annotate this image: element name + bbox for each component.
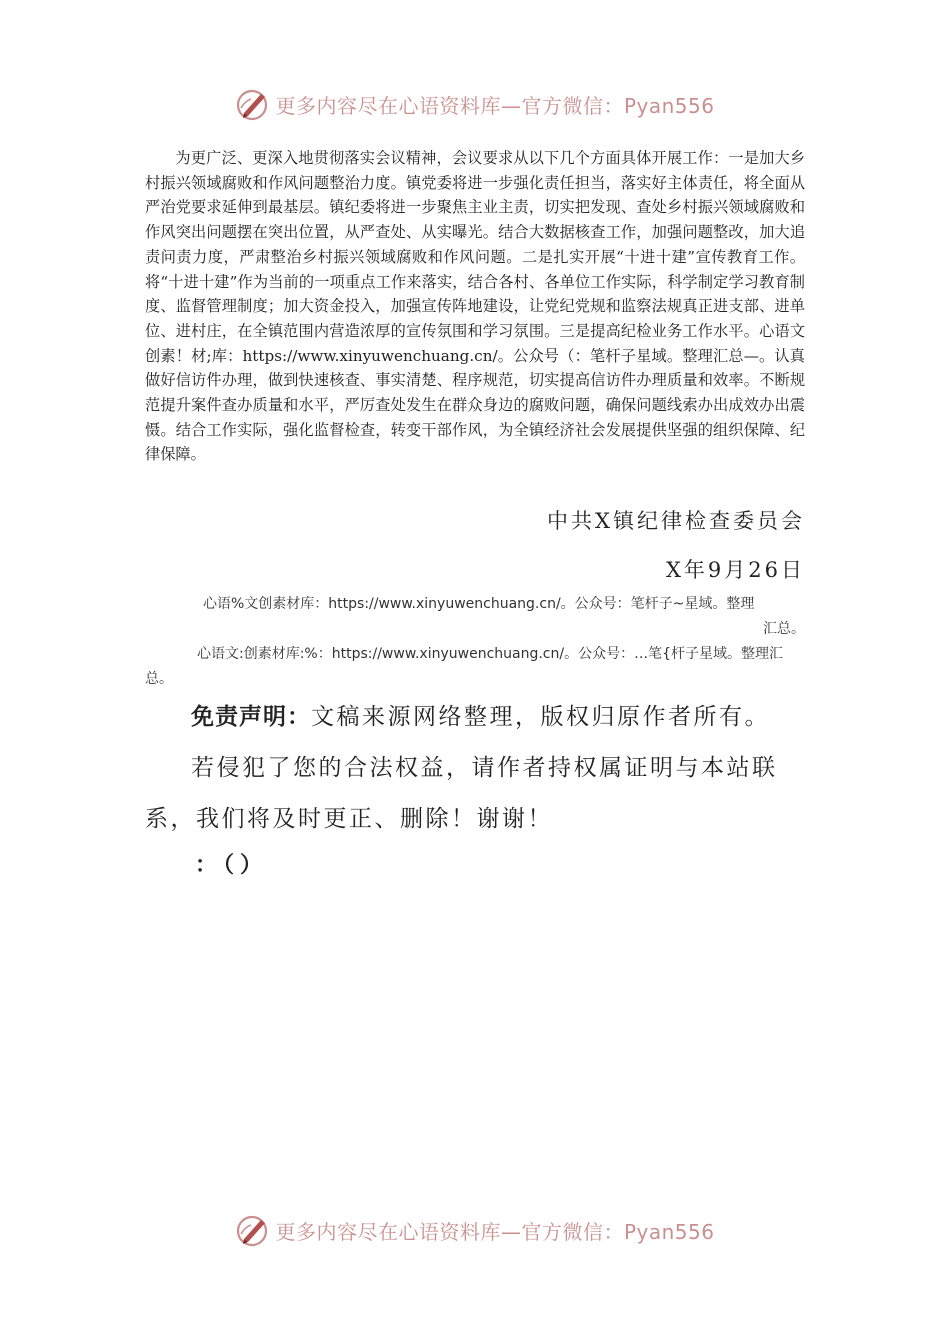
disclaimer-line-1 (145, 692, 810, 743)
disclaimer-label: 免责声明： (191, 704, 311, 730)
banner-text: 更多内容尽在心语资料库—官方微信：Pyan556 (275, 1219, 715, 1244)
header-banner (0, 84, 950, 124)
banner-text: 更多内容尽在心语资料库—官方微信：Pyan556 (275, 93, 715, 118)
pen-seal-logo-icon (235, 1212, 271, 1248)
disclaimer-text-1: 文稿来源网络整理，版权归原作者所有。 (311, 704, 770, 730)
signature-organization: 中共X镇纪律检查委员会 (547, 509, 805, 533)
source-note-1-main: 心语%文创素材库：https://www.xinyuwenchuang.cn/。公众号：笔杆子~星域。整理 (203, 596, 755, 612)
body-paragraph: 为更广泛、更深入地贯彻落实会议精神，会议要求从以下几个方面具体开展工作：一是加大乡村振兴领域腐败和作风问题整治力度。镇党委将进一步强化责任担当，落实好主体责任，将全面从严治党要求延伸到最基层。镇纪委将进一步聚焦主业主责，切实把发现、查处乡村振兴领域腐败和作风突出问题摆在突出位置，从严查处、从实曝光。结合大数据核查工作，加强问题整改，加大追责问责力度，严肃整治乡村振兴领域腐败和作风问题。二是扎实开展“十进十建”宣传教育工作。将“十进十建”作为当前的一项重点工作来落实，结合各村、各单位工作实际，科学制定学习教育制度、监督管理制度；加大资金投入，加强宣传阵地建设，让党纪党规和监察法规真正进支部、进单位、进村庄，在全镇范围内营造浓厚的宣传氛围和学习氛围。三是提高纪检业务工作水平。心语文创素！材;库：https://www.xinyuwenchuang.cn/。公众号（：笔杆子星域。整理汇总—。认真做好信访件办理，做到快速核查、事实清楚、程序规范，切实提高信访件办理质量和效率。不断规范提升案件查办质量和水平，严厉查处发生在群众身边的腐败问题，确保问题线索办出成效办出震慑。结合工作实际，强化监督检查，转变干部作风，为全镇经济社会发展提供坚强的组织保障、纪律保障。 (145, 149, 805, 464)
pen-seal-logo-icon (235, 86, 271, 122)
disclaimer-tail: ：（） (195, 853, 269, 878)
source-note-1 (145, 592, 805, 642)
source-note-2: 心语文:创素材库:%：https://www.xinyuwenchuang.cn/。公众号：…笔{杆子星域。整理汇总。 (145, 646, 784, 687)
footer-banner (0, 1210, 950, 1250)
source-note-1-tail: 汇总。 (763, 621, 805, 637)
disclaimer-text-2: 若侵犯了您的合法权益，请作者持权属证明与本站联系，我们将及时更正、删除！谢谢！ (145, 755, 778, 832)
signature-date: X年9月26日 (665, 558, 805, 582)
